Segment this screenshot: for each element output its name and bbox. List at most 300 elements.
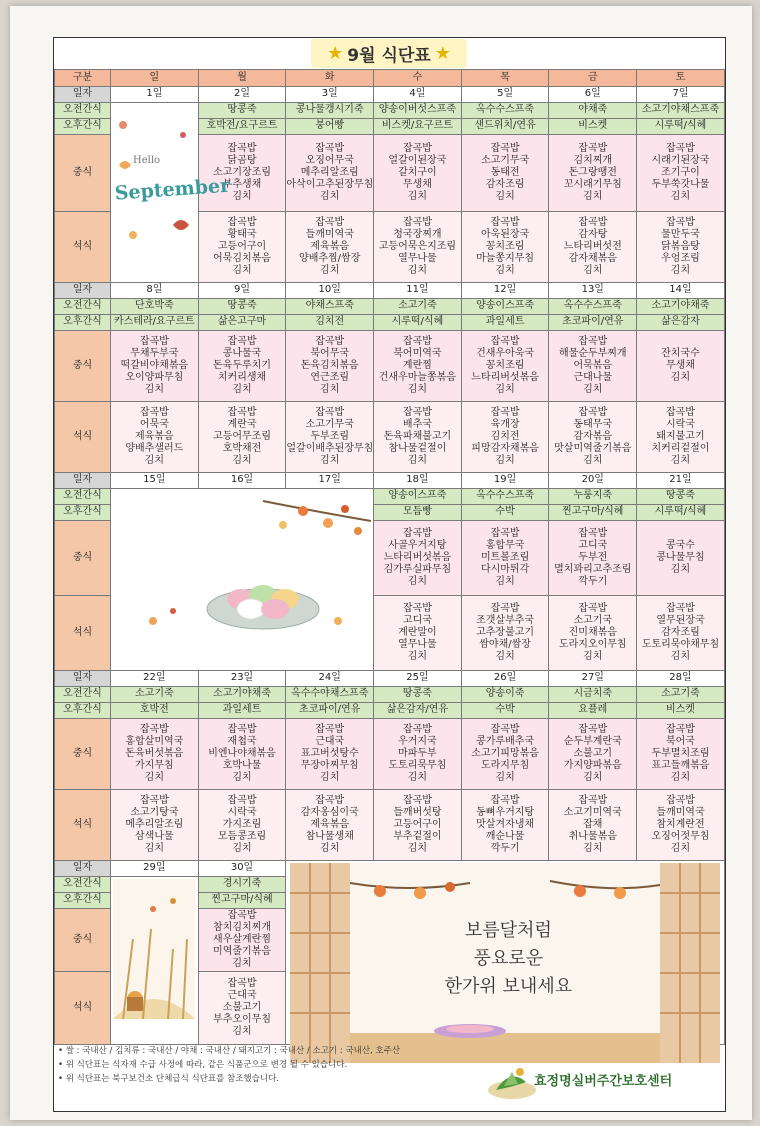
snack-cell: 양송이스프죽 [461, 299, 549, 315]
date-cell: 12일 [461, 283, 549, 299]
menu-sheet [53, 37, 726, 1112]
menu-item: 도라지오이무침 [558, 639, 627, 651]
note-change: • 위 식단표는 식자재 수급 사정에 따라, 같은 식품군으로 변경 될 수 있습니다. [58, 1060, 348, 1070]
menu-item: 잡곡밥 [402, 723, 432, 735]
lunch-cell [286, 135, 374, 212]
header-row [55, 70, 725, 87]
dinner-cell [461, 790, 549, 861]
date-row [55, 473, 725, 489]
lunch-cell [374, 719, 462, 790]
snack-cell: 비스켓 [549, 119, 637, 135]
dinner-label: 석식 [55, 402, 111, 473]
pm-snack-label: 오후간식 [55, 505, 111, 521]
lunch-cell [286, 331, 374, 402]
lunch-row [55, 719, 725, 790]
menu-item: 피망감자채볶음 [471, 443, 539, 455]
snack-cell: 초코파이/연유 [286, 703, 374, 719]
lunch-cell [374, 521, 462, 596]
menu-item: 두부조림 [310, 430, 350, 442]
snack-cell: 옥수수스프죽 [549, 299, 637, 315]
menu-item: 김치 [670, 265, 691, 277]
menu-item: 김치 [495, 772, 515, 784]
menu-item: 오징어젓무침 [651, 831, 710, 843]
menu-item: 새우살계란찜 [213, 933, 272, 945]
menu-item: 꽁치조림 [485, 359, 525, 371]
menu-item: 잡곡밥 [315, 335, 345, 347]
menu-item: 잡곡밥 [227, 909, 257, 921]
weekday-header: 금 [549, 70, 637, 87]
menu-item: 근대국 [227, 989, 257, 1001]
lunch-cell [286, 719, 374, 790]
date-cell: 22일 [111, 671, 199, 687]
date-cell: 26일 [461, 671, 549, 687]
am-snack-row [55, 299, 725, 315]
title-box [311, 39, 467, 68]
menu-item: 잡곡밥 [315, 406, 345, 418]
menu-item: 감자옹심이국 [300, 806, 359, 818]
menu-item: 마늘쫑지무침 [476, 253, 535, 265]
dinner-cell [637, 212, 725, 283]
menu-item: 김치 [232, 265, 252, 277]
date-cell: 23일 [198, 671, 286, 687]
dinner-cell [374, 212, 462, 283]
menu-item: 김치 [320, 191, 340, 203]
menu-item: 제육볶음 [310, 240, 350, 252]
menu-item: 돈육두루치기 [213, 359, 272, 371]
menu-item: 소불고기 [222, 1001, 262, 1013]
menu-item: 콩국수 [665, 539, 695, 551]
menu-item: 김치 [495, 576, 515, 588]
menu-item: 콩나물국 [222, 347, 262, 359]
menu-item: 감자조림 [661, 626, 700, 638]
am-snack-row [55, 103, 725, 119]
dinner-label: 석식 [55, 972, 111, 1045]
lunch-cell [549, 719, 637, 790]
menu-item: 깨순나물 [485, 831, 525, 843]
menu-item: 잡곡밥 [227, 977, 257, 989]
note-reference: • 위 식단표는 북구보건소 단체급식 식단표를 참조했습니다. [58, 1074, 279, 1084]
dinner-cell [637, 790, 725, 861]
lunch-cell [374, 135, 462, 212]
menu-item: 비엔나야채볶음 [208, 747, 276, 759]
lunch-cell [461, 719, 549, 790]
menu-item: 잡곡밥 [578, 406, 608, 418]
menu-item: 느타리버섯볶음 [383, 551, 452, 563]
menu-item: 잡곡밥 [578, 723, 608, 735]
menu-item: 제육볶음 [135, 430, 174, 442]
menu-item: 잡곡밥 [490, 602, 520, 614]
dinner-cell [549, 596, 637, 671]
menu-item: 김치 [583, 843, 603, 855]
menu-item: 돈육버섯볶음 [125, 747, 184, 759]
snack-cell: 소고기야채죽 [198, 687, 286, 703]
date-cell: 6일 [549, 87, 637, 103]
snack-cell: 찐고구마/식혜 [549, 505, 637, 521]
menu-item: 제육볶음 [310, 818, 350, 830]
picture-cell [111, 877, 199, 1045]
snack-cell: 야채죽 [549, 103, 637, 119]
menu-item: 잡곡밥 [227, 335, 257, 347]
menu-item: 잡곡밥 [402, 335, 432, 347]
snack-cell: 호박전 [111, 703, 199, 719]
menu-item: 김치 [232, 1026, 252, 1038]
dinner-row [55, 790, 725, 861]
menu-item: 양배추찜/쌈장 [299, 253, 361, 265]
menu-item: 연근조림 [310, 372, 350, 384]
snack-cell: 김치전 [286, 315, 374, 331]
dinner-cell [374, 596, 462, 671]
am-snack-label: 오전간식 [55, 489, 111, 505]
lunch-cell [549, 331, 637, 402]
menu-item: 콩나물무침 [656, 551, 705, 563]
menu-item: 김치 [407, 576, 428, 588]
menu-item: 무장아찌무침 [300, 760, 359, 772]
chuseok-line-3: 한가위 보내세요 [444, 976, 573, 997]
date-cell: 1일 [111, 87, 199, 103]
menu-item: 김치찌개 [573, 154, 613, 166]
menu-item: 잡곡밥 [665, 142, 695, 154]
menu-item: 잡곡밥 [315, 794, 345, 806]
date-cell: 2일 [198, 87, 286, 103]
menu-item: 소불고기 [573, 747, 613, 759]
menu-item: 재첩국 [227, 735, 257, 747]
menu-item: 잡곡밥 [665, 723, 695, 735]
menu-item: 아삭이고추된장무침 [286, 179, 374, 191]
menu-table [54, 69, 725, 1045]
chuseok-line-1: 보름달처럼 [464, 920, 552, 941]
notes [58, 1044, 518, 1086]
menu-item: 미트볼조림 [480, 551, 530, 563]
menu-item: 청국장찌개 [393, 228, 442, 240]
menu-item: 잡곡밥 [490, 406, 520, 418]
menu-item: 홍합살미역국 [125, 735, 184, 747]
snack-cell: 카스테라/요구르트 [111, 315, 199, 331]
lunch-label: 중식 [55, 719, 111, 790]
menu-item: 잡곡밥 [402, 142, 432, 154]
page-title: 9월 식단표 [347, 46, 431, 66]
menu-item: 김치 [670, 372, 691, 384]
header-label: 구분 [55, 70, 111, 87]
menu-item: 맛살미역줄기볶음 [554, 443, 632, 455]
dinner-cell [286, 402, 374, 473]
menu-item: 김치 [320, 843, 340, 855]
pm-snack-label: 오후간식 [55, 119, 111, 135]
star-icon: ★ [327, 43, 344, 64]
menu-item: 김치 [670, 843, 691, 855]
menu-item: 도토리묵무침 [388, 760, 447, 772]
lunch-cell [374, 331, 462, 402]
menu-item: 표고버섯탕수 [300, 747, 359, 759]
dinner-cell [549, 790, 637, 861]
lunch-cell [549, 521, 637, 596]
am-snack-row [55, 687, 725, 703]
menu-item: 김치 [232, 191, 252, 203]
snack-cell: 호박전/요구르트 [198, 119, 286, 135]
menu-item: 김치 [407, 384, 428, 396]
snack-cell: 누룽지죽 [549, 489, 637, 505]
menu-item: 잡곡밥 [227, 794, 257, 806]
snack-cell: 옥수수야채스프죽 [286, 687, 374, 703]
menu-item: 김치 [320, 265, 340, 277]
svg-text:September: September [114, 174, 232, 205]
paper-background [10, 6, 752, 1120]
pm-snack-label: 오후간식 [55, 703, 111, 719]
menu-item: 가지조림 [222, 818, 262, 830]
date-cell: 7일 [637, 87, 725, 103]
menu-item: 들깨미역국 [656, 806, 705, 818]
menu-item: 두부쑥갓나물 [651, 179, 710, 191]
menu-item: 김치 [144, 384, 164, 396]
menu-item: 김치 [232, 958, 252, 970]
menu-item: 취나물볶음 [568, 831, 617, 843]
menu-item: 고등어구이 [393, 818, 442, 830]
date-cell: 19일 [461, 473, 549, 489]
menu-item: 김치 [232, 384, 252, 396]
menu-item: 잡곡밥 [402, 406, 432, 418]
lunch-cell [198, 135, 286, 212]
menu-item: 근대국 [315, 735, 345, 747]
menu-item: 잡곡밥 [490, 723, 520, 735]
menu-item: 감자조림 [485, 179, 525, 191]
menu-item: 들깨미역국 [305, 228, 354, 240]
menu-item: 어묵김치볶음 [213, 253, 272, 265]
snack-cell: 땅콩죽 [637, 489, 725, 505]
date-cell: 28일 [637, 671, 725, 687]
menu-item: 근대나물 [573, 372, 613, 384]
snack-cell: 과일세트 [198, 703, 286, 719]
date-row [55, 861, 725, 877]
snack-cell: 삶은감자/연유 [374, 703, 462, 719]
menu-item: 메추리알조림 [300, 166, 359, 178]
menu-item: 우거지국 [398, 735, 437, 747]
dinner-cell [461, 212, 549, 283]
dinner-cell [111, 790, 199, 861]
lunch-cell [549, 135, 637, 212]
menu-item: 멸치꽈리고추조림 [554, 564, 632, 576]
dinner-cell [286, 790, 374, 861]
menu-item: 고등어구이 [217, 240, 267, 252]
menu-item: 김치 [232, 772, 252, 784]
menu-item: 어묵국 [139, 418, 169, 430]
picture-cell [111, 103, 232, 283]
menu-item: 가지양파볶음 [563, 760, 622, 772]
menu-item: 배추국 [402, 418, 432, 430]
date-cell: 8일 [111, 283, 199, 299]
lunch-cell [461, 135, 549, 212]
snack-cell: 콩나물갱시기죽 [286, 103, 374, 119]
snack-cell: 양송이버섯스프죽 [374, 103, 462, 119]
pm-snack-label: 오후간식 [55, 893, 111, 909]
menu-item: 잡곡밥 [227, 142, 257, 154]
menu-item: 해물순두부찌개 [558, 347, 627, 359]
menu-item: 참치김치찌개 [213, 921, 272, 933]
lunch-cell [461, 331, 549, 402]
snack-cell: 샌드위치/연유 [461, 119, 549, 135]
snack-cell: 경시기죽 [198, 877, 286, 893]
menu-item: 감자채볶음 [568, 253, 617, 265]
date-cell: 27일 [549, 671, 637, 687]
menu-item: 잡곡밥 [578, 794, 608, 806]
menu-item: 삼색나물 [135, 831, 174, 843]
menu-item: 김치 [495, 191, 515, 203]
menu-item: 고추장불고기 [476, 626, 535, 638]
menu-item: 돈육파채불고기 [383, 430, 452, 442]
menu-item: 소고기탕국 [130, 806, 179, 818]
snack-cell: 땅콩죽 [198, 103, 286, 119]
snack-cell: 비스켓 [637, 703, 725, 719]
snack-cell: 수박 [461, 505, 549, 521]
dinner-cell [637, 596, 725, 671]
snack-cell: 시루떡/식혜 [374, 315, 462, 331]
snack-cell: 소고기죽 [111, 687, 199, 703]
menu-item: 맛살겨자냉채 [476, 818, 535, 830]
menu-item: 건새우아욱국 [476, 347, 535, 359]
date-cell: 18일 [374, 473, 462, 489]
menu-item: 부추오이무침 [213, 1014, 272, 1026]
date-cell: 24일 [286, 671, 374, 687]
snack-cell: 옥수수스프죽 [461, 103, 549, 119]
snack-cell: 단호박죽 [111, 299, 199, 315]
date-row [55, 671, 725, 687]
menu-item: 김치 [407, 651, 428, 663]
menu-item: 표고들깨볶음 [651, 760, 710, 772]
menu-item: 김치 [583, 651, 603, 663]
menu-item: 김치 [670, 455, 691, 467]
snack-cell: 양송이죽 [461, 687, 549, 703]
menu-item: 모듬콩조림 [217, 831, 267, 843]
menu-item: 김치 [144, 772, 164, 784]
menu-item: 김치 [495, 651, 515, 663]
menu-item: 도토리묵야채무침 [641, 639, 720, 651]
snack-cell: 소고기야채스프죽 [637, 103, 725, 119]
weekday-header: 일 [111, 70, 199, 87]
snack-cell: 소고기야채죽 [637, 299, 725, 315]
date-cell: 13일 [549, 283, 637, 299]
menu-item: 진미채볶음 [568, 626, 617, 638]
menu-item: 김치 [583, 191, 603, 203]
center-logo [486, 1060, 718, 1102]
am-snack-row [55, 489, 725, 505]
snack-cell: 삶은고구마 [198, 315, 286, 331]
menu-item: 김치 [407, 843, 428, 855]
menu-item: 잡곡밥 [402, 794, 432, 806]
menu-item: 김치 [670, 564, 691, 576]
date-cell: 9일 [198, 283, 286, 299]
dinner-cell [637, 402, 725, 473]
menu-item: 무생채 [402, 179, 432, 191]
menu-item: 소고기무국 [305, 418, 354, 430]
september-art-icon [113, 105, 232, 265]
lunch-cell [637, 331, 725, 402]
menu-item: 고등어무조림 [213, 430, 272, 442]
menu-item: 계란찜 [402, 359, 432, 371]
dinner-cell [549, 402, 637, 473]
date-cell: 25일 [374, 671, 462, 687]
snack-cell: 시루떡/식혜 [637, 505, 725, 521]
date-label: 일자 [55, 473, 111, 489]
menu-item: 북어무국 [310, 347, 350, 359]
menu-item: 메추리알조림 [125, 818, 184, 830]
menu-item: 김치 [495, 455, 515, 467]
menu-item: 소고기미역국 [563, 806, 622, 818]
lunch-cell [637, 719, 725, 790]
menu-item: 소고기무국 [480, 154, 530, 166]
menu-item: 두부전 [578, 551, 608, 563]
dinner-label: 석식 [55, 596, 111, 671]
dinner-cell [198, 790, 286, 861]
menu-item: 김치 [144, 843, 164, 855]
menu-item: 북어미역국 [393, 347, 442, 359]
menu-item: 계란말이 [398, 626, 437, 638]
menu-item: 시락국 [665, 418, 695, 430]
dinner-cell [461, 402, 549, 473]
menu-item: 잡곡밥 [490, 216, 520, 228]
lunch-label: 중식 [55, 909, 111, 972]
menu-item: 소고기국 [573, 614, 613, 626]
menu-item: 잡곡밥 [578, 335, 608, 347]
menu-item: 닭곰탕 [227, 154, 257, 166]
menu-item: 잡채 [583, 818, 603, 830]
menu-item: 조갯살부추국 [476, 614, 535, 626]
menu-item: 잡곡밥 [490, 527, 520, 539]
menu-item: 사골우거지탕 [388, 539, 447, 551]
menu-item: 얼갈이된장국 [388, 154, 447, 166]
menu-item: 느타리버섯전 [563, 240, 622, 252]
menu-item: 열무된장국 [656, 614, 705, 626]
menu-item: 잡곡밥 [402, 527, 432, 539]
menu-item: 어묵볶음 [573, 359, 613, 371]
lunch-cell [637, 135, 725, 212]
dinner-label: 석식 [55, 212, 111, 283]
date-cell: 10일 [286, 283, 374, 299]
menu-item: 갈치구이 [398, 166, 437, 178]
snack-cell: 땅콩죽 [374, 687, 462, 703]
menu-item: 떡갈비야채볶음 [120, 359, 189, 371]
menu-item: 김치 [232, 455, 252, 467]
snack-cell: 찐고구마/식혜 [198, 893, 286, 909]
menu-item: 치커리생채 [217, 372, 267, 384]
menu-item: 호박채전 [222, 443, 262, 455]
menu-item: 잡곡밥 [227, 216, 257, 228]
menu-item: 북어국 [665, 735, 695, 747]
snack-cell: 시루떡/식혜 [637, 119, 725, 135]
menu-item: 김치 [670, 191, 691, 203]
lunch-cell [111, 719, 199, 790]
snack-cell: 삶은감자 [637, 315, 725, 331]
songpyeon-art-icon [113, 491, 371, 651]
menu-item: 김치 [583, 772, 603, 784]
dinner-row [55, 402, 725, 473]
menu-item: 깍두기 [578, 576, 608, 588]
menu-item: 우엉조림 [661, 253, 700, 265]
date-cell: 17일 [286, 473, 374, 489]
menu-item: 무채두부국 [130, 347, 179, 359]
menu-item: 미역줄기볶음 [213, 946, 272, 958]
am-snack-label: 오전간식 [55, 877, 111, 893]
date-row [55, 87, 725, 103]
menu-item: 감자볶음 [573, 430, 613, 442]
menu-item: 김치전 [490, 430, 520, 442]
menu-item: 김치 [670, 651, 691, 663]
menu-item: 시래기된장국 [651, 154, 710, 166]
menu-item: 오징어무국 [305, 154, 354, 166]
menu-item: 잡곡밥 [315, 216, 345, 228]
menu-item: 아욱된장국 [480, 228, 530, 240]
menu-item: 순두부계란국 [563, 735, 622, 747]
menu-item: 잡곡밥 [139, 406, 169, 418]
menu-item: 잡곡밥 [227, 723, 257, 735]
menu-item: 호박나물 [222, 760, 262, 772]
